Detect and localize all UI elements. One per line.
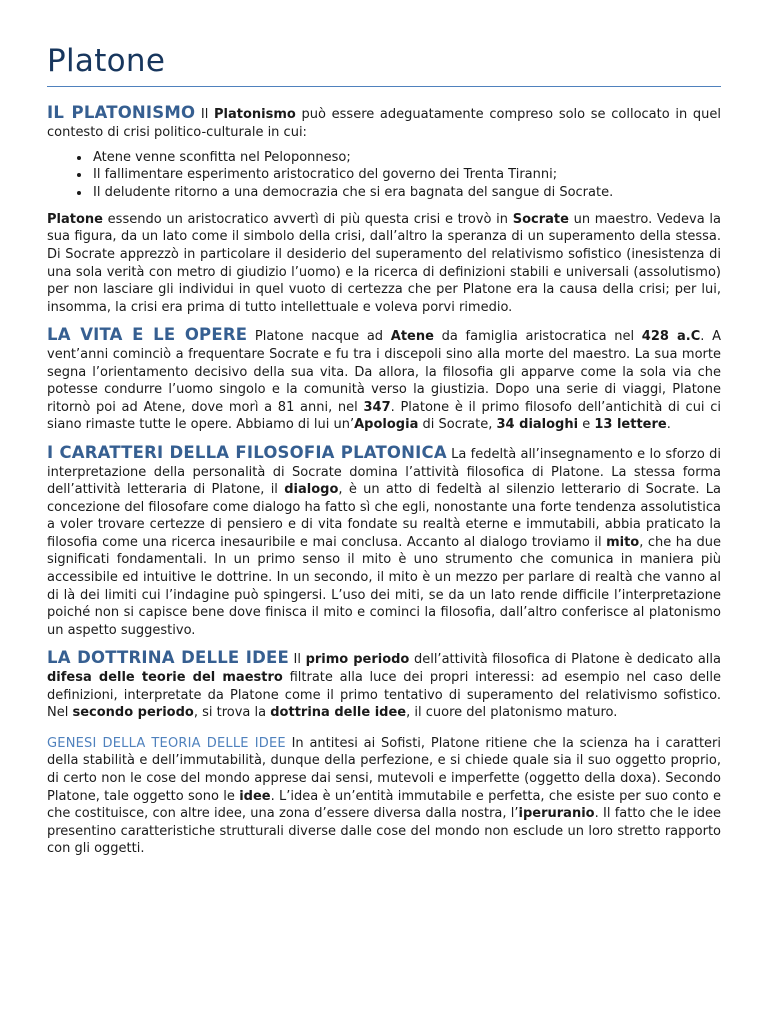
vita-opere-paragraph: LA VITA E LE OPERE Platone nacque ad Atene da famiglia aristocratica nel 428 a.C. A vent’anni cominciò a frequentare Socrate e fu tra i discepoli sino alla morte del maestro. La sua morte segna l’orientamento decisivo della sua vita. Da allora, la filosofia gli apparve come la sola via che potesse condurre l’uomo singolo e la comunità verso la giustizia. Dopo una serie di viaggi, Platone ritornò poi ad Atene, dove morì a 81 anni, nel 347. Platone è il primo filosofo dell’antichità di cui ci siano rimaste tutte le opere. Abbiamo di lui un’Apologia di Socrate, 34 dialoghi e 13 lettere.: [47, 325, 722, 433]
caratteri-paragraph: I CARATTERI DELLA FILOSOFIA PLATONICA La fedeltà all’insegnamento e lo sforzo di interpretazione della personalità di Socrate domina l’attività filosofica di Platone. La stessa forma dell’attività letteraria di Platone, il dialogo, è un atto di fedeltà al silenzio letterario di Socrate. La concezione del filosofare come dialogo ha fatto sì che egli, nonostante una forte tendenza assolutistica a voler trovare certezze di pensiero e di vita fondate su realtà eterne e immutabili, abbia praticato la filosofia come una ricerca inesauribile e mai conclusa. Accanto al dialogo troviamo il mito, che ha due significati fondamentali. In un primo senso il mito è uno strumento che comunica in maniera più accessibile ed intuitive le dottrine. In un secondo, il mito è un mezzo per parlare di realtà che vanno al di là dei limiti cui l’indagine può spingersi. L’uso dei miti, se da un lato rende difficile l’interpretazione poiché non si capisce bene dove finisca il mito e cominci la filosofia, dall’altro conferisce al platonismo un aspetto suggestivo.: [47, 442, 722, 638]
platonismo-paragraph: IL PLATONISMO Il Platonismo può essere adeguatamente compreso solo se collocato in quel contesto di crisi politico-culturale in cui:: [47, 103, 721, 140]
heading-caratteri: I CARATTERI DELLA FILOSOFIA PLATONICA: [47, 442, 447, 462]
heading-genesi: GENESI DELLA TEORIA DELLE IDEE: [47, 735, 286, 751]
dottrina-paragraph: LA DOTTRINA DELLE IDEE Il primo periodo dell’attività filosofica di Platone è dedicato alla difesa delle teorie del maestro filtrate alla luce dei propri interessi: ad esempio nel caso delle definizioni, interpretate da Platone come il primo tentativo di superamento del relativismo sofistico. Nel secondo periodo, si trova la dottrina delle idee, il cuore del platonismo maturo.: [47, 648, 722, 721]
platone-crisi-paragraph: Platone essendo un aristocratico avvertì di più questa crisi e trovò in Socrate un maestro. Vedeva la sua figura, da un lato come il simbolo della crisi, dall’altro la speranza di un superamento della stessa. Di Socrate apprezzò in particolare il desiderio del superamento del relativismo sofistico (inesistenza di una sola verità con metro di giudizio l’uomo) e la ricerca di definizioni stabili e universali (assolutismo) per non lasciare gli individui in quel vuoto di certezza che per Platone era la causa della crisi; per lui, insomma, la crisi era prima di tutto intellettuale e voleva porvi rimedio.: [47, 211, 721, 315]
list-item: • Il fallimentare esperimento aristocratico del governo dei Trenta Tiranni;: [91, 166, 721, 183]
list-item: • Atene venne sconfitta nel Peloponneso;: [91, 149, 721, 166]
genesi-paragraph: GENESI DELLA TEORIA DELLE IDEE In antitesi ai Sofisti, Platone ritiene che la scienza ha i caratteri della stabilità e dell’immutabilità, dunque della perfezione, e si chiede quale sia il suo oggetto proprio, di certo non le cose del mondo apprese dai sensi, mutevoli e imperfette (oggetto della doxa). Secondo Platone, tale oggetto sono le idee. L’idea è un’entità immutabile e perfetta, che esiste per suo conto e che costituisce, con altre idee, una zona d’essere diversa dalla nostra, l’iperuranio. Il fatto che le idee presentino caratteristiche strutturali diverse dalle cose del mondo non esclude un loro stretto rapporto con gli oggetti.: [47, 735, 721, 857]
crisis-list: [47, 149, 721, 201]
title-divider: [47, 86, 721, 87]
heading-dottrina: LA DOTTRINA DELLE IDEE: [47, 648, 289, 668]
list-item: • Il deludente ritorno a una democrazia che si era bagnata del sangue di Socrate.: [91, 184, 721, 201]
heading-platonismo: IL PLATONISMO: [47, 103, 196, 122]
page-title: Platone: [47, 43, 166, 79]
heading-vita-opere: LA VITA E LE OPERE: [47, 325, 248, 345]
